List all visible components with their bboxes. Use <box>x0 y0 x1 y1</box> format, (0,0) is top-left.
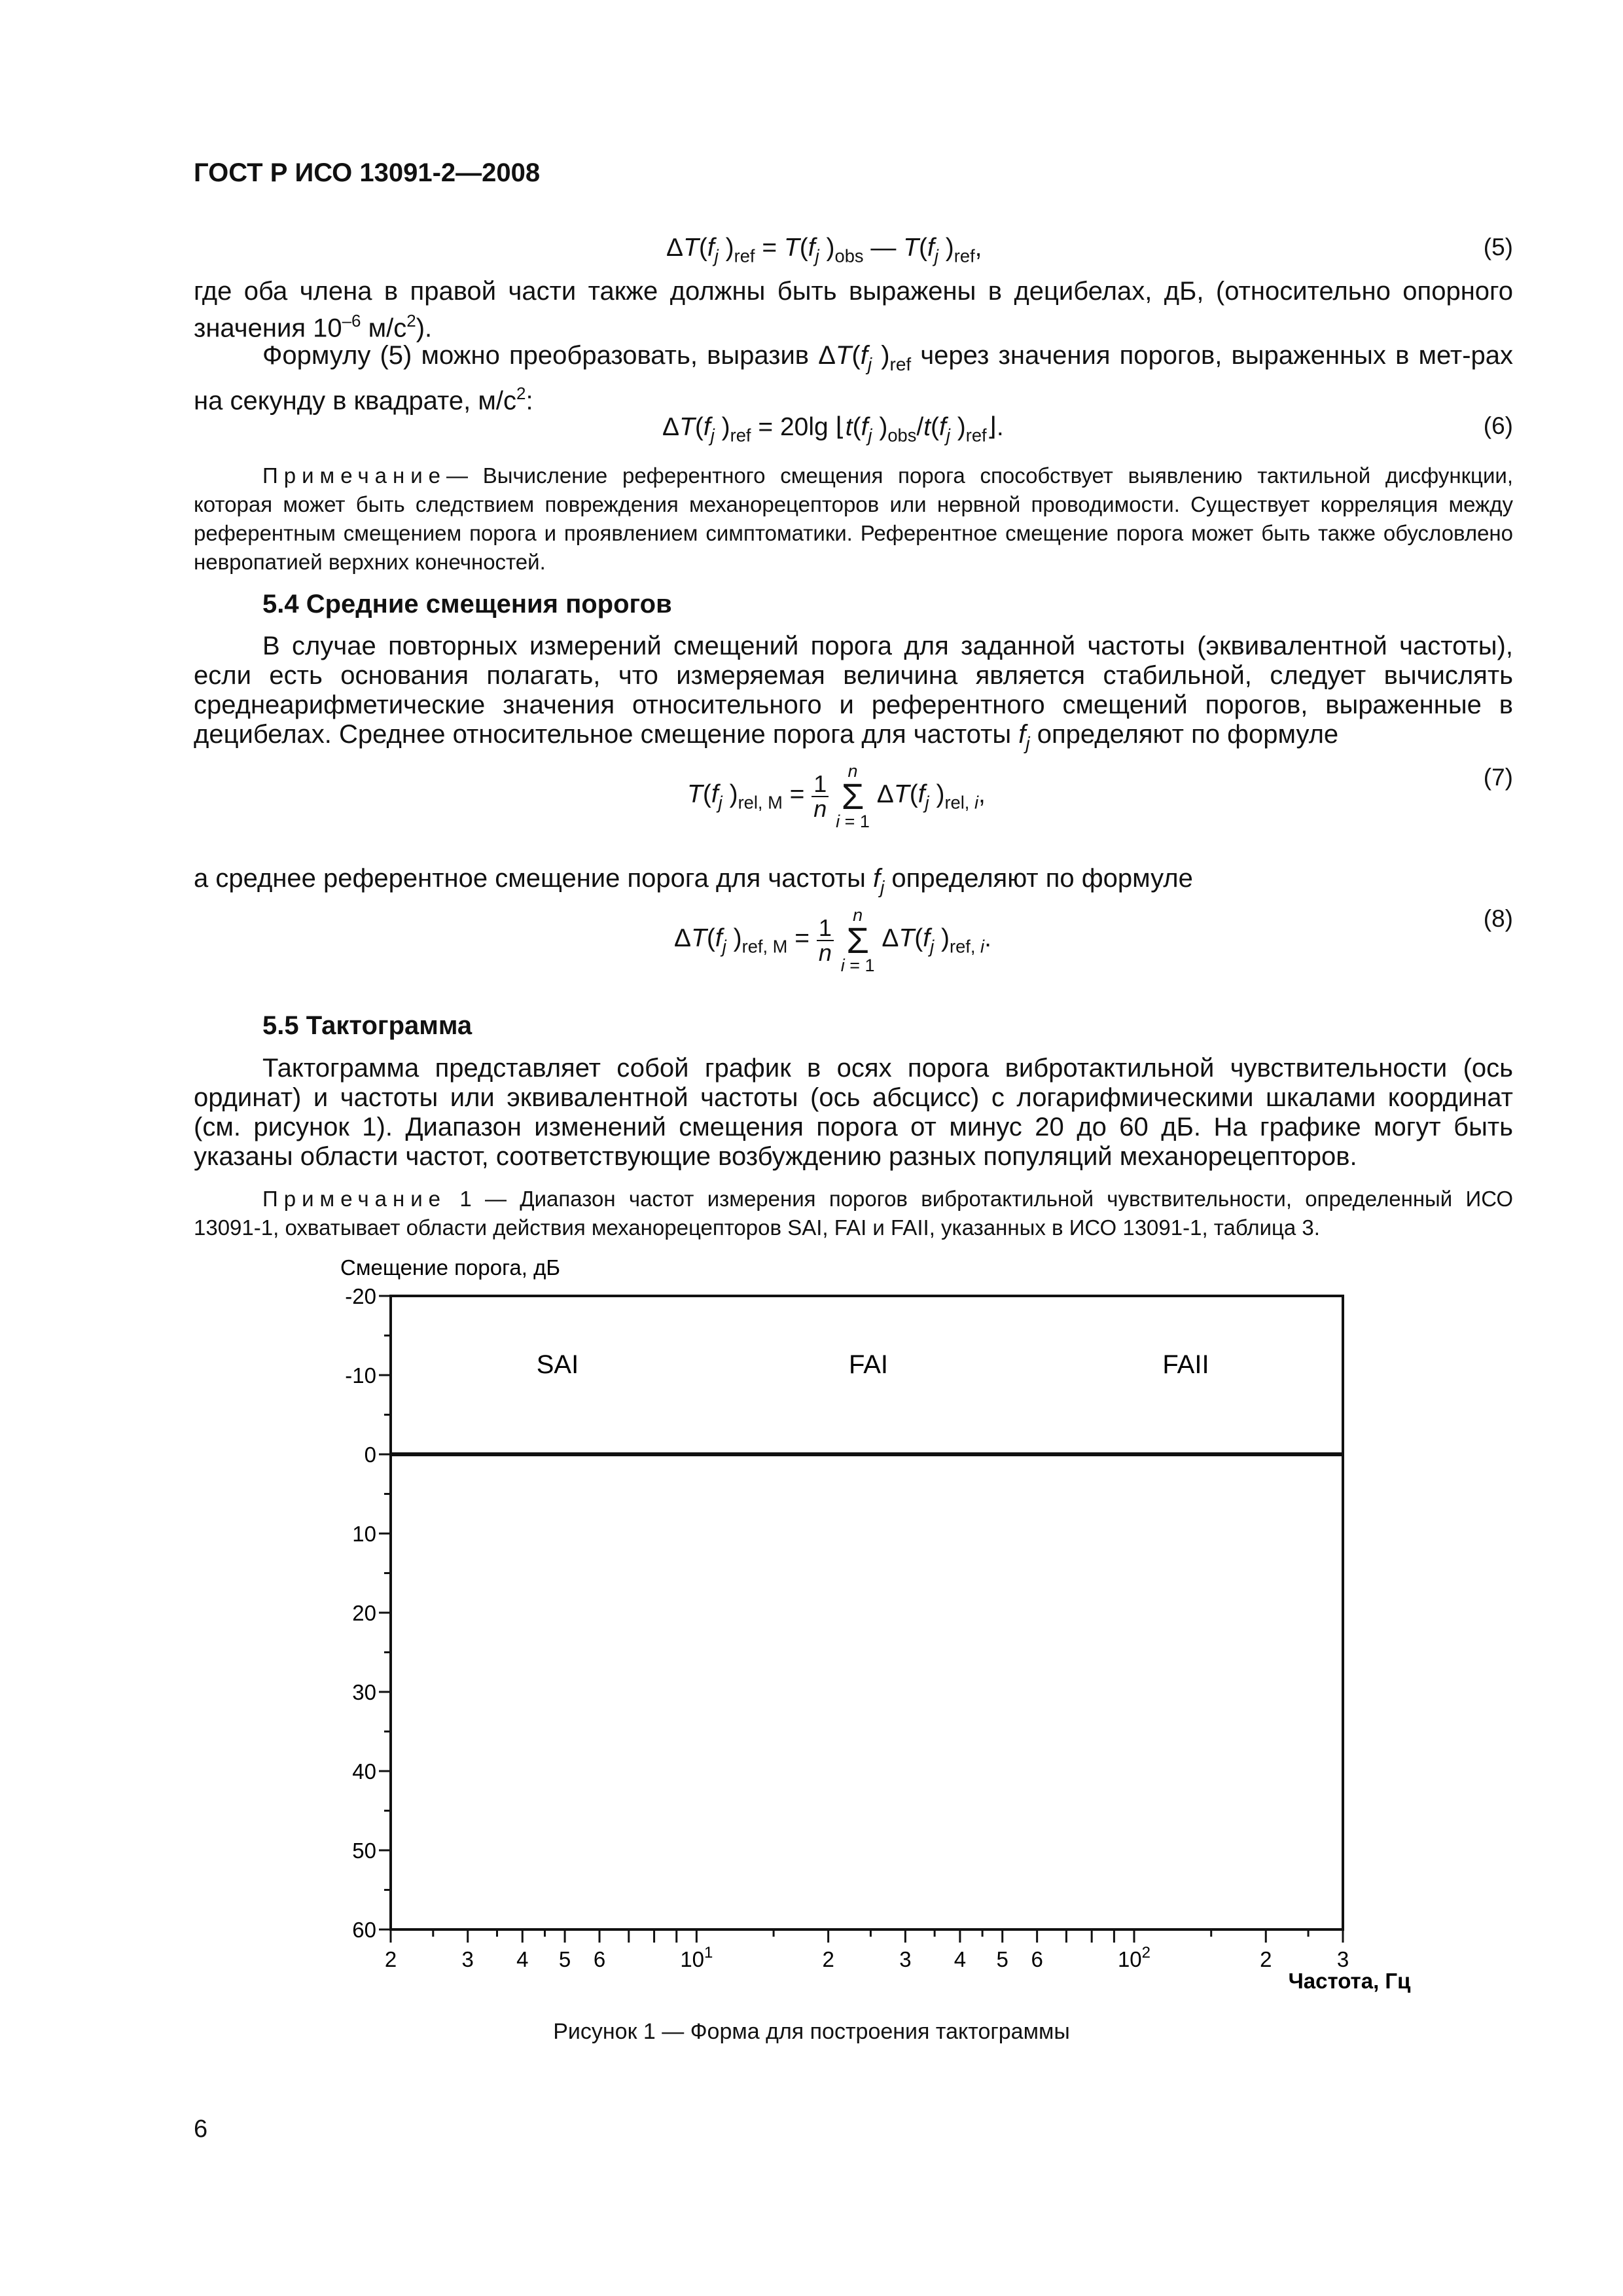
x-tick-label: $10^2$ <box>1117 1944 1151 1971</box>
y-tick-label: -20 <box>345 1284 376 1308</box>
figure-caption: Рисунок 1 — Форма для построения тактограммы <box>553 2019 1070 2044</box>
note-1-label: Примечание <box>262 463 447 488</box>
equation-8: $\Delta T(f_j$ )$_{ref, M}$ = $\frac{1}{n}$ n Σ i = 1 $\Delta T(f_j$ )$_{ref, i}$. <box>674 905 991 975</box>
x-tick-label: 5 <box>996 1947 1008 1971</box>
x-tick-label: 2 <box>1260 1947 1272 1971</box>
equation-7: $T(f_j$ )$_{rel, M}$ = $\frac{1}{n}$ n Σ i = 1 $\Delta T(f_j$ )$_{rel, i}$, <box>687 761 986 831</box>
y-tick-label: 50 <box>352 1839 376 1863</box>
section-5-5-heading: 5.5 Тактограмма <box>262 1011 473 1040</box>
paragraph-2: Формулу (5) можно преобразовать, выразив $\Delta T(f_j$ )$_{ref}$ через значения порогов, выраженных в мет-рах на секунду в квадрате, $м/с^2$: <box>194 341 1514 416</box>
x-tick-label: 3 <box>1336 1947 1349 1971</box>
y-tick-label: 0 <box>364 1443 376 1467</box>
paragraph-eq8: а среднее референтное смещение порога для частоты $f_j$ определяют по формуле <box>194 864 1193 897</box>
x-tick-label: 6 <box>593 1947 606 1971</box>
y-tick-label: 30 <box>352 1680 376 1704</box>
equation-6: $\Delta T(f_j$ )$_{ref} = 20\lg$ $⌊t(f_j$ )$_{obs}/t(f_j$ )$_{ref}⌋$. <box>662 413 1004 446</box>
section-5-4-text: В случае повторных измерений смещений порога для заданной частоты (эквивалентной частоты), если есть основания полагать, что измеряемая величина является стабильной, следует вычислять среднеарифметические значения относительного и референтного смещений порогов, выраженные в децибелах. Среднее относительное смещение порога для частоты $f_j$ определяют по формуле <box>194 632 1513 753</box>
x-axis-label: Частота, Гц <box>1288 1969 1411 1993</box>
equation-6-number: (6) <box>1483 412 1513 439</box>
page-number: 6 <box>194 2115 208 2143</box>
x-tick-label: 3 <box>899 1947 912 1971</box>
x-axis <box>385 1929 1349 1971</box>
x-tick-label: 4 <box>954 1947 967 1971</box>
plot-area <box>391 1296 1343 1929</box>
note-1-text: — Вычисление референтного смещения порога способствует выявлению тактильной дисфункции, которая может быть следствием повреждения механорецепторов или нервной проводимости. Существует корреляция между референтным смещением порога и проявлением симптоматики. Референтное смещение порога может быть также обусловлено невропатией верхних конечностей. <box>194 463 1513 574</box>
equation-5-number: (5) <box>1483 234 1513 260</box>
x-tick-label: 2 <box>822 1947 834 1971</box>
region-labels <box>537 1350 1209 1379</box>
x-tick-label: $10^1$ <box>680 1944 713 1971</box>
section-5-5-text: Тактограмма представляет собой график в осях порога вибротактильной чувствительности (ось ординат) и частоты или эквивалентной частоты (ось абсцисс) с логарифмическими шкалами координат (см. рисунок 1). Диапазон изменений смещения порога от минус 20 до 60 дБ. На графике могут быть указаны области частот, соответствующие возбуждению разных популяций механорецепторов. <box>194 1054 1513 1171</box>
equation-8-number: (8) <box>1483 905 1513 932</box>
note-2-num: 1 <box>459 1187 472 1211</box>
y-tick-label: 60 <box>352 1918 376 1942</box>
y-axis-label: Смещение порога, дБ <box>340 1255 561 1280</box>
y-tick-label: 40 <box>352 1759 376 1784</box>
note-2-text: — Диапазон частот измерения порогов вибротактильной чувствительности, определенный ИСО 13091-1, охватывает области действия механорецепторов SAI, FAI и FAII, указанных в ИСО 13091-1, таблица 3. <box>194 1187 1513 1240</box>
y-tick-label: 20 <box>352 1601 376 1625</box>
section-5-4-heading: 5.4 Средние смещения порогов <box>262 590 672 619</box>
y-axis <box>345 1284 391 1942</box>
x-tick-label: 4 <box>516 1947 529 1971</box>
region-label-fai: FAI <box>848 1350 889 1379</box>
paragraph-1: где оба члена в правой части также должны быть выражены в децибелах, дБ, (относительно опорного значения $10^{-6}$ $м/с^2$). <box>194 277 1513 343</box>
note-2-label: Примечание <box>262 1187 447 1211</box>
x-tick-label: 2 <box>384 1947 397 1971</box>
x-tick-label: 6 <box>1031 1947 1043 1971</box>
equation-5: $\Delta T(f_j$ )$_{ref} = T(f_j$ )$_{obs}$ — $T(f_j$ )$_{ref}$, <box>666 234 982 266</box>
equation-7-number: (7) <box>1483 764 1513 791</box>
region-label-faii: FAII <box>1162 1350 1209 1379</box>
document-header: ГОСТ Р ИСО 13091-2—2008 <box>194 158 541 187</box>
region-label-sai: SAI <box>536 1350 579 1379</box>
y-tick-label: 10 <box>352 1522 376 1546</box>
y-tick-label: -10 <box>345 1363 376 1388</box>
x-tick-label: 3 <box>461 1947 474 1971</box>
x-tick-label: 5 <box>558 1947 571 1971</box>
